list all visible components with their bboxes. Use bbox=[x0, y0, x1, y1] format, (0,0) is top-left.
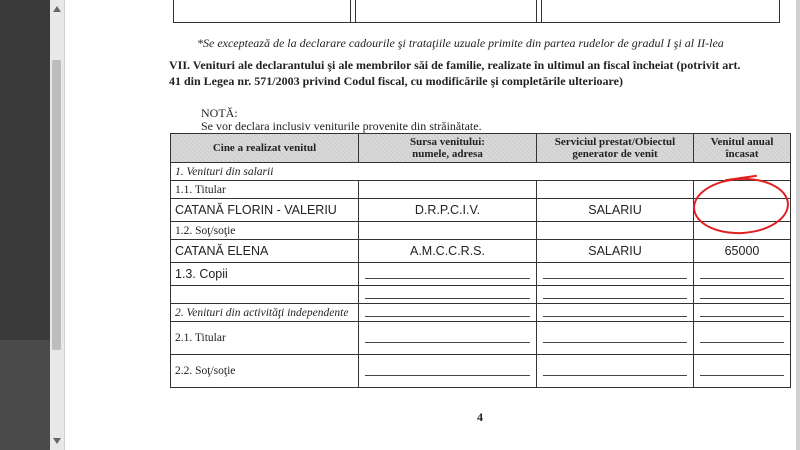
nota-label: NOTĂ: bbox=[201, 106, 238, 120]
section-heading-line2: 41 din Legea nr. 571/2003 privind Codul fiscal, cu modificările şi completările ulterioare) bbox=[169, 74, 623, 88]
sot-income: 65000 bbox=[694, 240, 791, 263]
table-row bbox=[171, 263, 791, 286]
sot2-label: 2.2. Soţ/soţie bbox=[171, 355, 359, 388]
table-header-row bbox=[171, 134, 791, 163]
vertical-scrollbar[interactable] bbox=[50, 0, 65, 450]
scroll-down-icon[interactable] bbox=[53, 438, 61, 444]
titular-label: 1.1. Titular bbox=[171, 181, 359, 199]
page-number: 4 bbox=[477, 410, 483, 424]
table-row bbox=[171, 304, 791, 322]
table-row bbox=[171, 322, 791, 355]
copii-label: 1.3. Copii bbox=[171, 263, 359, 286]
section-2-label: 2. Venituri din activităţi independente bbox=[171, 304, 359, 322]
document-page bbox=[65, 0, 800, 450]
titular2-label: 2.1. Titular bbox=[171, 322, 359, 355]
table-row bbox=[171, 355, 791, 388]
sot-name: CATANĂ ELENA bbox=[171, 240, 359, 263]
table-row bbox=[171, 286, 791, 304]
page-edge bbox=[796, 0, 800, 450]
section-1-label: 1. Venituri din salarii bbox=[171, 163, 791, 181]
table-row bbox=[171, 240, 791, 263]
header-source: Sursa venitului: numele, adresa bbox=[359, 134, 537, 163]
sot-source: A.M.C.C.R.S. bbox=[359, 240, 537, 263]
titular-source: D.R.P.C.I.V. bbox=[359, 199, 537, 222]
income-table bbox=[170, 133, 791, 388]
titular-name: CATANĂ FLORIN - VALERIU bbox=[171, 199, 359, 222]
sot-service: SALARIU bbox=[537, 240, 694, 263]
scroll-up-icon[interactable] bbox=[53, 6, 61, 12]
nota-text: Se vor declara inclusiv veniturile provenite din străinătate. bbox=[201, 119, 482, 133]
header-income: Venitul anual încasat bbox=[694, 134, 791, 163]
table-row bbox=[171, 163, 791, 181]
sidebar-selection[interactable] bbox=[0, 340, 50, 450]
header-who: Cine a realizat venitul bbox=[171, 134, 359, 163]
previous-table-fragment bbox=[173, 0, 780, 23]
header-service: Serviciul prestat/Obiectul generator de venit bbox=[537, 134, 694, 163]
titular-service: SALARIU bbox=[537, 199, 694, 222]
table-row bbox=[171, 222, 791, 240]
sot-label: 1.2. Soţ/soţie bbox=[171, 222, 359, 240]
section-heading-line1: VII. Venituri ale declarantului şi ale membrilor săi de familie, realizate în ultimul an fiscal încheiat (potrivit art. bbox=[169, 58, 741, 72]
scroll-thumb[interactable] bbox=[52, 60, 61, 350]
footnote: *Se exceptează de la declarare cadourile şi trataţiile uzuale primite din partea rudelor de gradul I şi al II-lea bbox=[197, 36, 724, 50]
section-heading bbox=[169, 57, 799, 89]
